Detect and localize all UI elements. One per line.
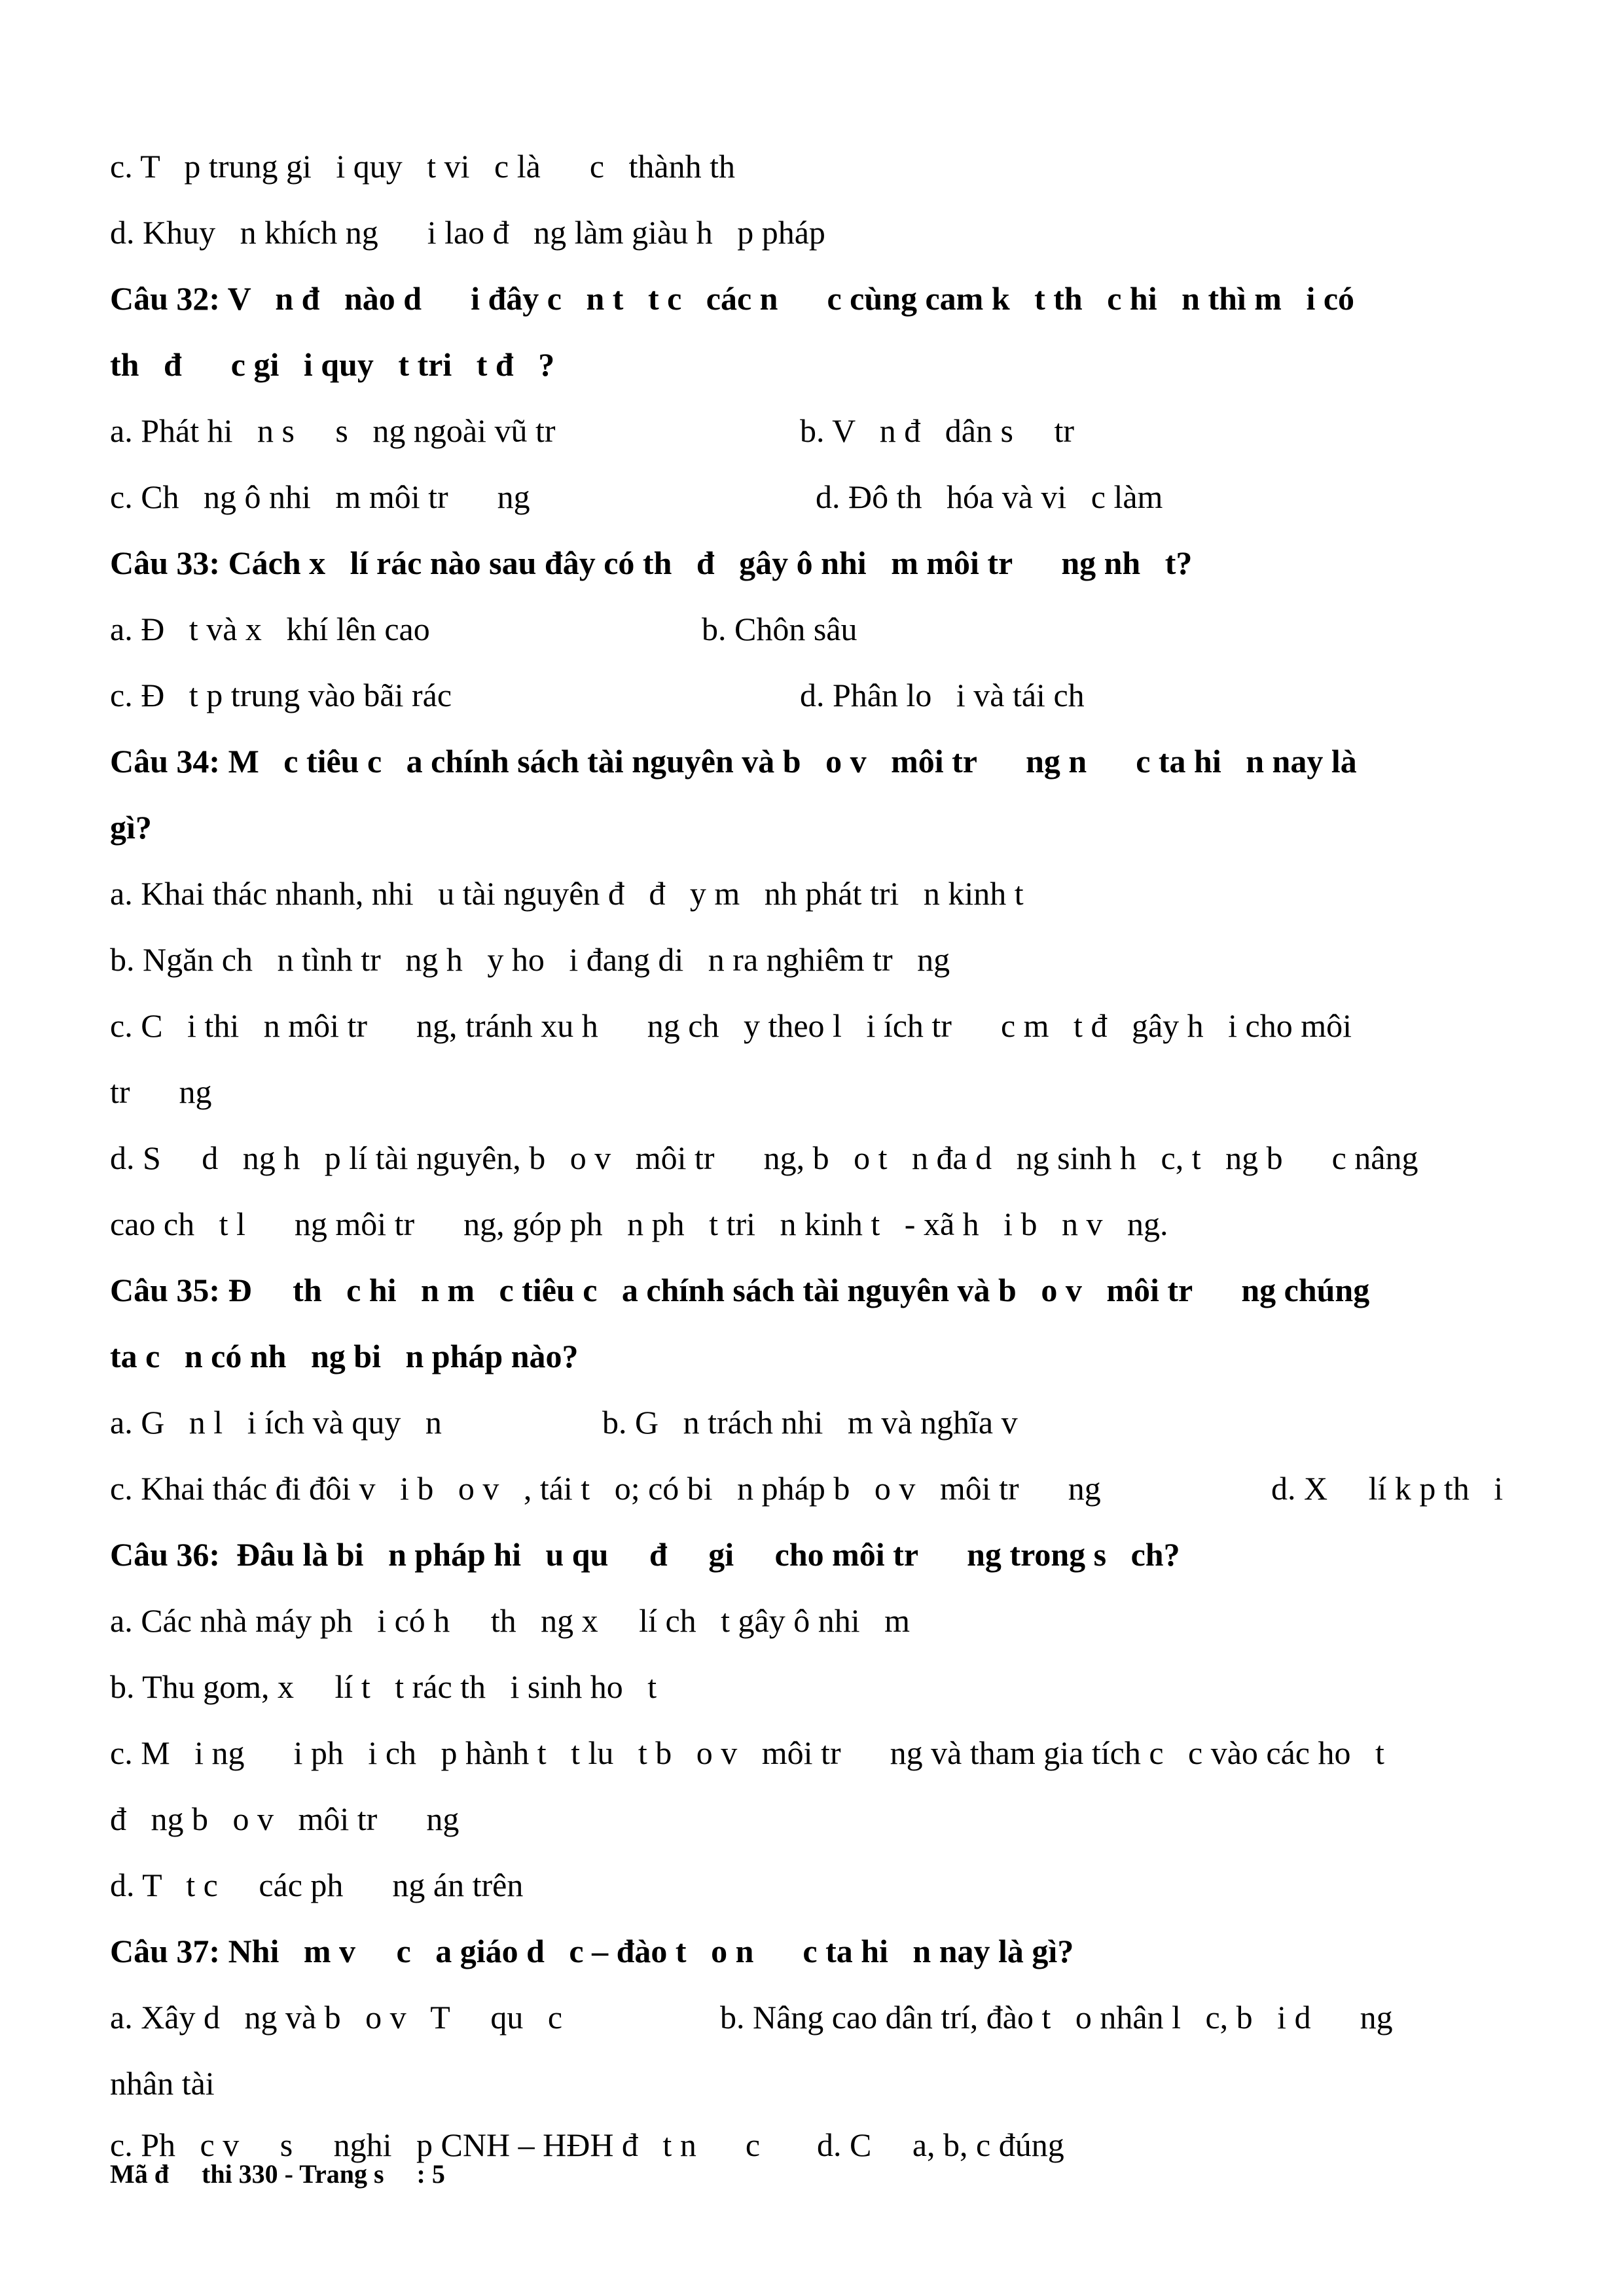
- answer-d: d. X lí k p th i: [1271, 1470, 1504, 1507]
- answer-b: b. Nâng cao dân trí, đào t o nhân l c, b i d ng: [720, 1999, 1393, 2036]
- answer-a: a. Xây d ng và b o v T qu c: [110, 1999, 563, 2036]
- answer-d-cont: cao ch t l ng môi tr ng, góp ph n ph t tri n kinh t - xã h i b n v ng.: [110, 1206, 1168, 1242]
- question-35: Câu 35: Đ th c hi n m c tiêu c a chính sách tài nguyên và b o v môi tr ng chúng: [110, 1272, 1370, 1308]
- answer-c: c. C i thi n môi tr ng, tránh xu h ng ch y theo l i ích tr c m t đ gây h i cho môi: [110, 1007, 1352, 1044]
- question-32: Câu 32: V n đ nào d i đây c n t t c các n c cùng cam k t th c hi n thì m i có: [110, 280, 1355, 317]
- answer-c-cont: đ ng b o v môi tr ng: [110, 1801, 460, 1837]
- answer-d: d. C a, b, c đúng: [817, 2126, 1064, 2163]
- question-35-cont: ta c n có nh ng bi n pháp nào?: [110, 1338, 579, 1374]
- question-34: Câu 34: M c tiêu c a chính sách tài nguyên và b o v môi tr ng n c ta hi n nay là: [110, 743, 1357, 780]
- answer-d: d. Phân lo i và tái ch: [800, 677, 1085, 713]
- question-33: Câu 33: Cách x lí rác nào sau đây có th đ gây ô nhi m môi tr ng nh t?: [110, 545, 1193, 581]
- answer-b: b. Ngăn ch n tình tr ng h y ho i đang di n ra nghiêm tr ng: [110, 941, 950, 978]
- page-footer: Mã đ thi 330 - Trang s : 5: [110, 2159, 445, 2189]
- answer-a: a. Phát hi n s s ng ngoài vũ tr: [110, 412, 556, 449]
- question-36: Câu 36: Đâu là bi n pháp hi u qu đ gi cho môi tr ng trong s ch?: [110, 1536, 1180, 1573]
- answer-d: d. S d ng h p lí tài nguyên, b o v môi tr ng, b o t n đa d ng sinh h c, t ng b c nâng: [110, 1139, 1418, 1176]
- answer-line: c. T p trung gi i quy t vi c là c thành th: [110, 148, 735, 185]
- answer-a: a. G n l i ích và quy n: [110, 1404, 442, 1441]
- answer-b: b. G n trách nhi m và nghĩa v: [602, 1404, 1018, 1441]
- answer-a: a. Khai thác nhanh, nhi u tài nguyên đ đ y m nh phát tri n kinh t: [110, 875, 1024, 912]
- answer-c-cont: tr ng: [110, 1073, 212, 1110]
- answer-c: c. Ch ng ô nhi m môi tr ng: [110, 478, 530, 515]
- answer-b: b. V n đ dân s tr: [800, 412, 1074, 449]
- answer-d: d. Đô th hóa và vi c làm: [816, 478, 1163, 515]
- answer-d: d. T t c các ph ng án trên: [110, 1867, 524, 1903]
- answer-line: d. Khuy n khích ng i lao đ ng làm giàu h p pháp: [110, 214, 825, 251]
- answer-c: c. Khai thác đi đôi v i b o v , tái t o; có bi n pháp b o v môi tr ng: [110, 1470, 1101, 1507]
- answer-c: c. Đ t p trung vào bãi rác: [110, 677, 452, 713]
- answer-b-cont: nhân tài: [110, 2065, 215, 2102]
- answer-b: b. Chôn sâu: [702, 611, 857, 647]
- answer-a: a. Đ t và x khí lên cao: [110, 611, 430, 647]
- answer-c: c. M i ng i ph i ch p hành t t lu t b o v môi tr ng và tham gia tích c c vào các ho t: [110, 1734, 1384, 1771]
- question-34-cont: gì?: [110, 809, 152, 846]
- answer-b: b. Thu gom, x lí t t rác th i sinh ho t: [110, 1668, 657, 1705]
- answer-a: a. Các nhà máy ph i có h th ng x lí ch t gây ô nhi m: [110, 1602, 911, 1639]
- answer-c: c. Ph c v s nghi p CNH – HĐH đ t n c: [110, 2126, 761, 2163]
- question-37: Câu 37: Nhi m v c a giáo d c – đào t o n c ta hi n nay là gì?: [110, 1933, 1074, 1969]
- question-32-cont: th đ c gi i quy t tri t đ ?: [110, 346, 555, 383]
